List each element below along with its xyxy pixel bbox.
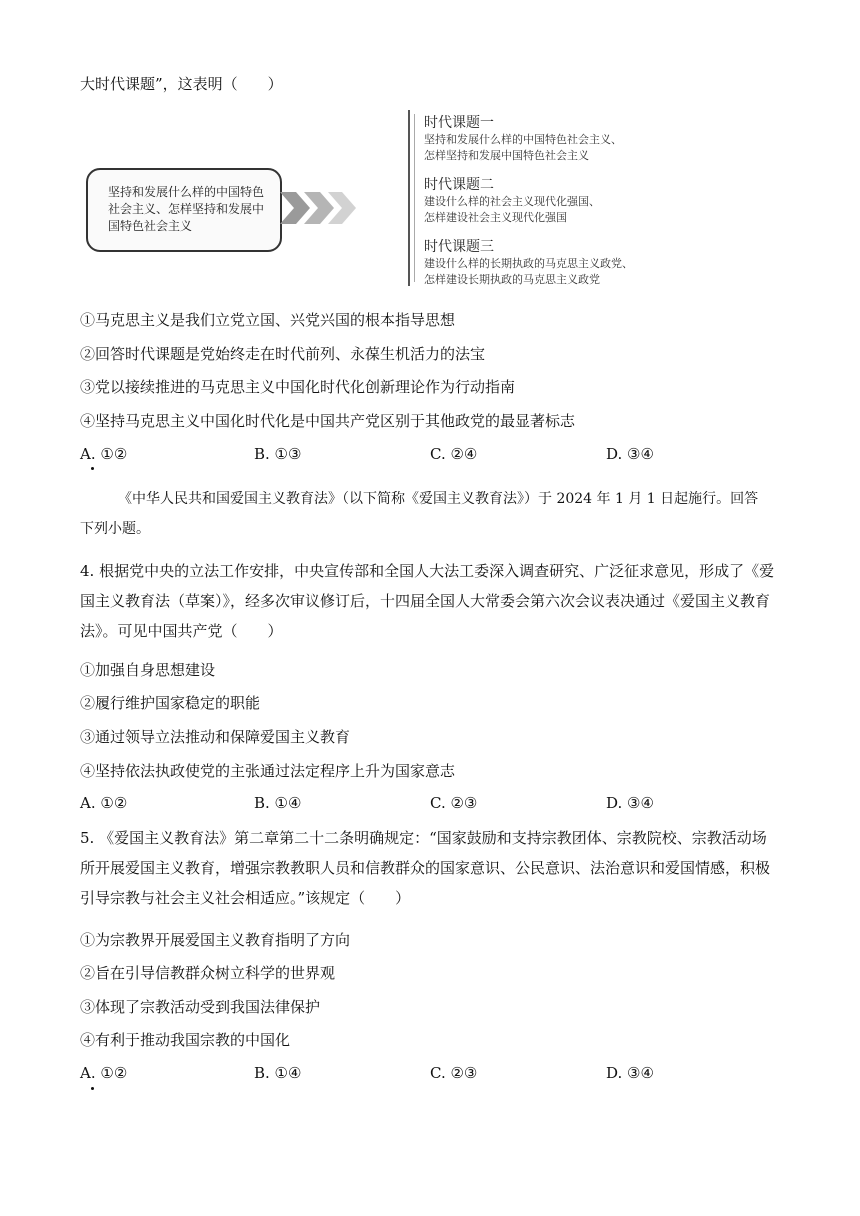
q5-statement: ②旨在引导信教群众树立科学的世界观 [80, 964, 336, 982]
intro-line: 下列小题。 [80, 521, 150, 537]
q5-stem [80, 823, 780, 913]
chevron-arrows-icon [280, 188, 370, 228]
q3-statement: ①马克思主义是我们立党立国、兴党兴国的根本指导思想 [80, 311, 456, 329]
option-a[interactable]: A. ①② [80, 445, 128, 463]
q4-stem [80, 556, 780, 646]
q5-statement: ①为宗教界开展爱国主义教育指明了方向 [80, 931, 351, 949]
q3-statement: ③党以接续推进的马克思主义中国化时代化创新理论作为行动指南 [80, 378, 516, 396]
option-b[interactable]: B. ①④ [254, 1064, 302, 1082]
q5-stem-line: 引导宗教与社会主义社会相适应。”该规定（ ） [80, 889, 411, 907]
q4-stem-line: 法》。可见中国共产党（ ） [80, 622, 283, 640]
option-c[interactable]: C. ②③ [430, 1064, 478, 1082]
q3-stem-tail: 大时代课题”，这表明（ ） [80, 75, 283, 93]
q4-stem-line: 国主义教育法（草案）》，经多次审议修订后，十四届全国人大常委会第六次会议表决通过《爱国主义教育 [80, 592, 771, 610]
option-a[interactable]: A. ①② [80, 1064, 128, 1082]
option-a[interactable]: A. ①② [80, 794, 128, 812]
q3-statement: ②回答时代课题是党始终走在时代前列、永葆生机活力的法宝 [80, 345, 486, 363]
intro-passage [80, 484, 780, 544]
option-b[interactable]: B. ①④ [254, 794, 302, 812]
era-topic-desc: 怎样建设长期执政的马克思主义政党 [424, 273, 600, 286]
era-topic-3 [424, 238, 633, 288]
q4-stem-line: 4. 根据党中央的立法工作安排，中央宣传部和全国人大法工委深入调查研究、广泛征求意见，形成了《爱 [80, 562, 775, 580]
q5-options [80, 1064, 780, 1084]
q4-options [80, 794, 780, 814]
thought-box-text: 坚持和发展什么样的中国特色社会主义、怎样坚持和发展中国特色社会主义 [108, 185, 265, 233]
option-d[interactable]: D. ③④ [606, 1064, 654, 1082]
q5-stem-line: 所开展爱国主义教育，增强宗教教职人员和信教群众的国家意识、公民意识、法治意识和爱国情感，积极 [80, 859, 771, 877]
intro-line: 《中华人民共和国爱国主义教育法》（以下简称《爱国主义教育法》）于 2024 年 1 月 1 日起施行。回答 [118, 491, 759, 507]
era-topic-desc: 坚持和发展什么样的中国特色社会主义、 [424, 133, 622, 146]
thought-box [86, 168, 282, 252]
q4-statement: ①加强自身思想建设 [80, 661, 216, 679]
q3-statement: ④坚持马克思主义中国化时代化是中国共产党区别于其他政党的最显著标志 [80, 412, 576, 430]
divider-line-secondary [414, 114, 415, 282]
q5-stem-line: 5. 《爱国主义教育法》第二章第二十二条明确规定：“国家鼓励和支持宗教团体、宗教院校、宗教活动场 [80, 829, 767, 847]
q5-statement: ③体现了宗教活动受到我国法律保护 [80, 998, 321, 1016]
q3-options [80, 445, 780, 465]
q5-statement: ④有利于推动我国宗教的中国化 [80, 1031, 291, 1049]
q4-statement: ④坚持依法执政使党的主张通过法定程序上升为国家意志 [80, 762, 456, 780]
option-b[interactable]: B. ①③ [254, 445, 302, 463]
stray-dot [91, 467, 94, 470]
era-topics-figure [80, 100, 680, 300]
era-topic-title: 时代课题三 [424, 239, 494, 255]
option-d[interactable]: D. ③④ [606, 794, 654, 812]
era-topic-1 [424, 114, 622, 164]
option-c[interactable]: C. ②④ [430, 445, 478, 463]
q4-statement: ②履行维护国家稳定的职能 [80, 694, 261, 712]
era-topic-desc: 怎样坚持和发展中国特色社会主义 [424, 149, 589, 162]
option-c[interactable]: C. ②③ [430, 794, 478, 812]
option-d[interactable]: D. ③④ [606, 445, 654, 463]
era-topic-2 [424, 176, 600, 226]
stray-dot [91, 1087, 94, 1090]
era-topic-desc: 建设什么样的长期执政的马克思主义政党、 [424, 257, 633, 270]
era-topic-desc: 建设什么样的社会主义现代化强国、 [424, 195, 600, 208]
divider-line [408, 110, 410, 286]
era-topic-title: 时代课题二 [424, 177, 494, 193]
era-topic-title: 时代课题一 [424, 115, 494, 131]
era-topic-desc: 怎样建设社会主义现代化强国 [424, 211, 567, 224]
q4-statement: ③通过领导立法推动和保障爱国主义教育 [80, 728, 351, 746]
